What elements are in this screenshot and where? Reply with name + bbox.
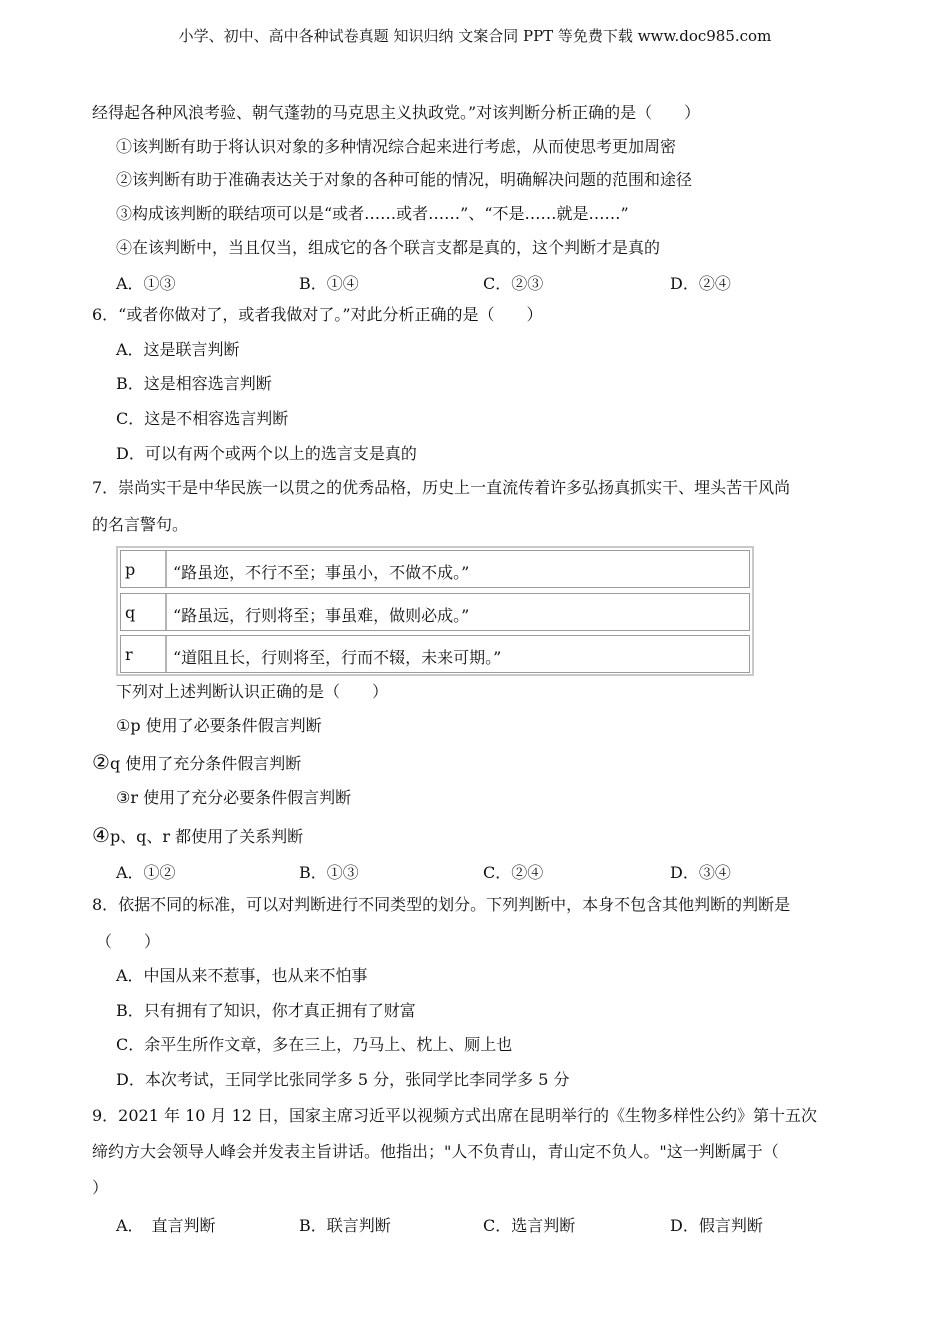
item-text: p、q、r 都使用了关系判断: [109, 827, 304, 846]
page-header: 小学、初中、高中各种试卷真题 知识归纳 文案合同 PPT 等免费下载 www.doc985.com: [178, 27, 772, 45]
q5-option-a[interactable]: A．①③: [116, 274, 176, 293]
q9-option-d[interactable]: D．假言判断: [670, 1216, 763, 1235]
q5-option-c[interactable]: C．②③: [483, 274, 544, 293]
item-text: r 使用了充分必要条件假言判断: [130, 788, 352, 807]
q9-option-c[interactable]: C．选言判断: [483, 1216, 576, 1235]
q9-option-a[interactable]: A． 直言判断: [116, 1216, 216, 1235]
q7-stem-line2: 的名言警句。: [92, 515, 189, 534]
q5-option-d[interactable]: D．②④: [670, 274, 731, 293]
q7-option-d[interactable]: D．③④: [670, 863, 731, 882]
q5-item-1: ①该判断有助于将认识对象的多种情况综合起来进行考虑，从而使思考更加周密: [116, 137, 677, 156]
item-mark: ①: [116, 716, 131, 735]
q8-option-c[interactable]: C．余平生所作文章，多在三上，乃马上、枕上、厕上也: [116, 1035, 513, 1054]
row-value: “路虽迩，不行不至；事虽小，不做不成。”: [173, 563, 470, 582]
q7-options: [116, 860, 816, 880]
table-key-cell: [121, 594, 167, 630]
item-mark: ②: [92, 750, 110, 774]
q9-stem-line3: ）: [92, 1178, 109, 1197]
row-key: r: [125, 645, 133, 664]
q5-stem: 经得起各种风浪考验、朝气蓬勃的马克思主义执政党。”对该判断分析正确的是（ ）: [92, 103, 701, 122]
item-mark: ④: [92, 823, 110, 847]
q9-stem-line2: 缔约方大会领导人峰会并发表主旨讲话。他指出；"人不负青山，青山定不负人。"这一判断属于（: [92, 1142, 779, 1161]
table-row: [120, 635, 750, 673]
q8-stem-line1: 8．依据不同的标准，可以对判断进行不同类型的划分。下列判断中，本身不包含其他判断的判断是: [92, 895, 791, 914]
q7-option-a[interactable]: A．①②: [116, 863, 176, 882]
q6-stem: 6．“或者你做对了，或者我做对了。”对此分析正确的是（ ）: [92, 305, 543, 324]
q9-option-b[interactable]: B．联言判断: [299, 1216, 391, 1235]
q9-stem-line1: 9．2021 年 10 月 12 日，国家主席习近平以视频方式出席在昆明举行的《生物多样性公约》第十五次: [92, 1106, 818, 1125]
q8-option-b[interactable]: B．只有拥有了知识，你才真正拥有了财富: [116, 1001, 416, 1020]
q7-item-2: [92, 752, 301, 774]
q6-option-b[interactable]: B．这是相容选言判断: [116, 374, 272, 393]
table-key-cell: [121, 551, 167, 587]
q8-option-d[interactable]: D．本次考试，王同学比张同学多 5 分，张同学比李同学多 5 分: [116, 1070, 570, 1089]
q7-question: 下列对上述判断认识正确的是（ ）: [116, 682, 389, 701]
q7-item-3: [116, 788, 351, 808]
q5-item-2: ②该判断有助于准确表达关于对象的各种可能的情况，明确解决问题的范围和途径: [116, 170, 693, 189]
q5-options: [116, 271, 816, 291]
item-text: p 使用了必要条件假言判断: [130, 716, 322, 735]
q5-item-4: ④在该判断中，当且仅当，组成它的各个联言支都是真的，这个判断才是真的: [116, 238, 661, 257]
item-text: q 使用了充分条件假言判断: [109, 754, 302, 773]
row-value: “路虽远，行则将至；事虽难，做则必成。”: [173, 606, 470, 625]
q7-item-1: [116, 716, 322, 736]
q7-option-c[interactable]: C．②④: [483, 863, 544, 882]
row-value: “道阻且长，行则将至，行而不辍，未来可期。”: [173, 648, 502, 667]
q6-option-d[interactable]: D．可以有两个或两个以上的选言支是真的: [116, 444, 417, 463]
q8-stem-line2: （ ）: [96, 932, 161, 951]
q6-option-c[interactable]: C．这是不相容选言判断: [116, 409, 289, 428]
table-row: [120, 593, 750, 631]
q7-option-b[interactable]: B．①③: [299, 863, 359, 882]
q5-item-3: ③构成该判断的联结项可以是“或者……或者……”、“不是……就是……”: [116, 204, 629, 223]
q7-item-4: [92, 825, 303, 847]
table-row: [120, 550, 750, 588]
q7-stem-line1: 7．崇尚实干是中华民族一以贯之的优秀品格，历史上一直流传着许多弘扬真抓实干、埋头苦干风尚: [92, 478, 791, 497]
q5-option-b[interactable]: B．①④: [299, 274, 359, 293]
q8-option-a[interactable]: A．中国从来不惹事，也从来不怕事: [116, 966, 368, 985]
q6-option-a[interactable]: A．这是联言判断: [116, 340, 240, 359]
item-mark: ③: [116, 788, 131, 807]
q9-options: [116, 1213, 816, 1233]
table-key-cell: [121, 636, 167, 672]
row-key: q: [125, 603, 136, 622]
q7-quote-table: [116, 546, 754, 676]
row-key: p: [125, 560, 136, 579]
